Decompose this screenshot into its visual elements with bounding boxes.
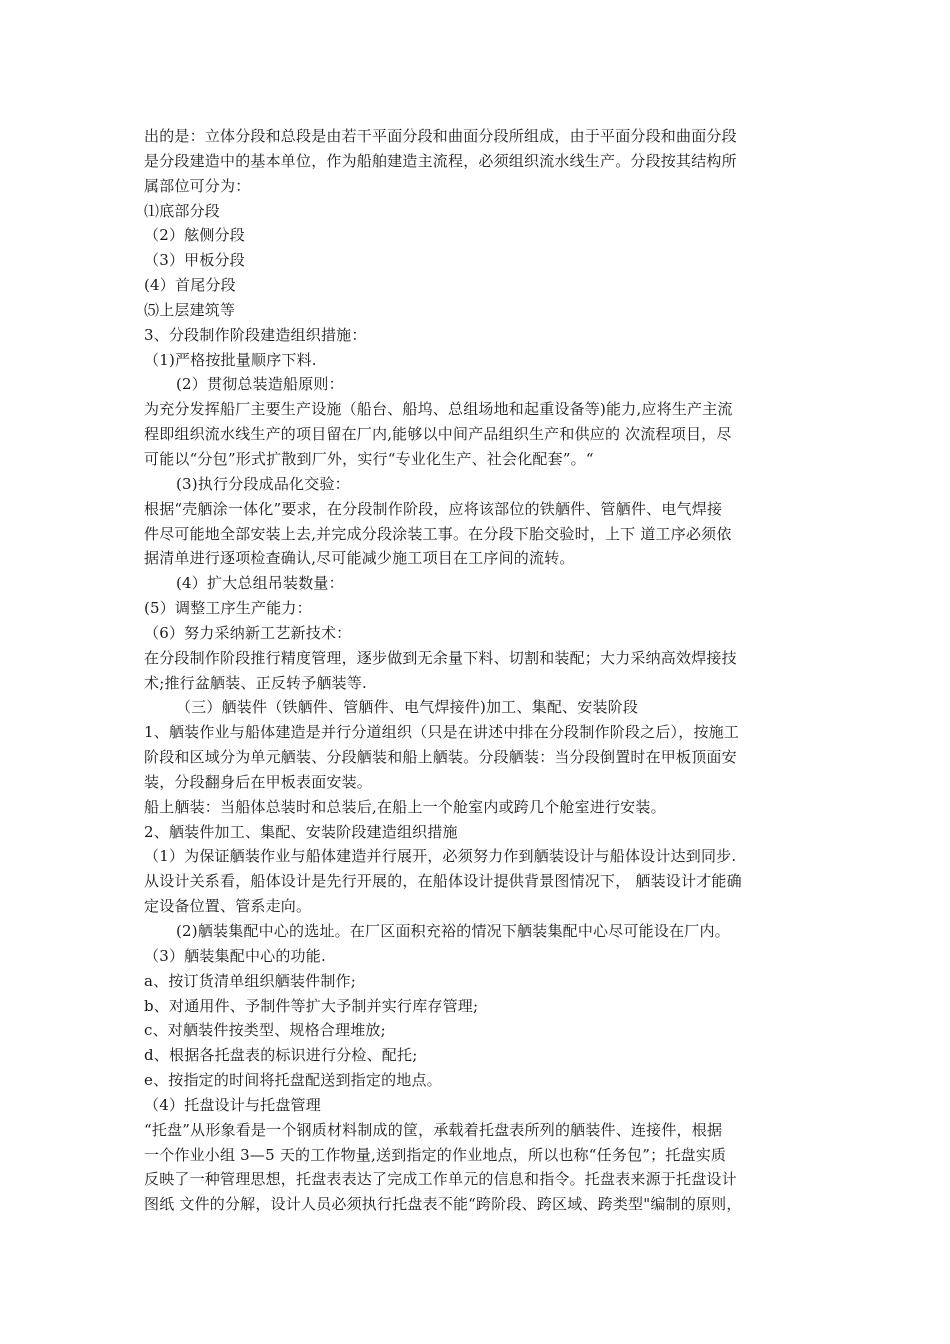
list-item: d、根据各托盘表的标识进行分检、配托;	[144, 1046, 418, 1065]
section-heading: 2、舾装件加工、集配、安装阶段建造组织措施	[144, 822, 458, 841]
list-item: c、对舾装件按类型、规格合理堆放;	[144, 1021, 386, 1040]
section-heading: （三）舾装件（铁舾件、管舾件、电气焊接件)加工、集配、安装阶段	[176, 698, 639, 717]
list-item: （2）舷侧分段	[144, 226, 245, 245]
text-line: “托盘”从形象看是一个钢质材料制成的筐，承载着托盘表所列的舾装件、连接件，根据	[144, 1120, 723, 1139]
list-item: a、按订货清单组织舾装件制作;	[144, 971, 356, 990]
text-line: 术;推行盆舾装、正反转予舾装等.	[144, 673, 368, 692]
section-heading: 3、分段制作阶段建造组织措施：	[144, 325, 367, 344]
text-line: 件尽可能地全部安装上去,并完成分段涂装工事。在分段下胎交验时，上下 道工序必须依	[144, 524, 732, 543]
list-item: (4）扩大总组吊装数量：	[176, 574, 344, 593]
list-item: e、按指定的时间将托盘配送到指定的地点。	[144, 1071, 442, 1090]
text-line: 1、舾装作业与船体建造是并行分道组织（只是在讲述中排在分段制作阶段之后），按施工	[144, 723, 740, 742]
list-item: (4）首尾分段	[144, 276, 236, 295]
document-body	[144, 124, 816, 1217]
text-line: 阶段和区域分为单元舾装、分段舾装和船上舾装。分段舾装：当分段倒置时在甲板顶面安	[144, 748, 737, 767]
text-line: 出的是：立体分段和总段是由若干平面分段和曲面分段所组成，由于平面分段和曲面分段	[144, 127, 737, 145]
list-item: (2）贯彻总装造船原则：	[176, 375, 344, 394]
text-line: 定设备位置、管系走向。	[144, 897, 312, 916]
text-line: 程即组织流水线生产的项目留在厂内,能够以中间产品组织生产和供应的 次流程项目，尽	[144, 425, 732, 444]
list-item: （1）为保证舾装作业与船体建造并行展开，必须努力作到舾装设计与船体设计达到同步.	[144, 847, 737, 866]
list-item: b、对通用件、予制件等扩大予制并实行库存管理;	[144, 996, 479, 1015]
list-item: （1)严格按批量顺序下料.	[144, 350, 317, 369]
text-line: 可能以“分包”形式扩散到厂外，实行“专业化生产、社会化配套”。“	[144, 449, 594, 468]
list-item: ⑴底部分段	[144, 201, 221, 220]
list-item: (3)执行分段成品化交验：	[176, 474, 350, 493]
text-line: 图纸 文件的分解，设计人员必须执行托盘表不能“跨阶段、跨区域、跨类型"编制的原则，	[144, 1195, 742, 1214]
list-item: （3）甲板分段	[144, 251, 245, 270]
list-item: （4）托盘设计与托盘管理	[144, 1095, 321, 1114]
list-item: （6）努力采纳新工艺新技术：	[144, 623, 352, 642]
text-line: 装，分段翻身后在甲板表面安装。	[144, 772, 373, 791]
text-line: 船上舾装：当船体总装时和总装后,在船上一个舱室内或跨几个舱室进行安装。	[144, 797, 666, 816]
list-item: ⑸上层建筑等	[144, 300, 236, 319]
list-item: (5）调整工序生产能力：	[144, 599, 312, 618]
text-line: 据清单进行逐项检查确认,尽可能减少施工项目在工序间的流转。	[144, 549, 575, 568]
text-line: 在分段制作阶段推行精度管理，逐步做到无余量下料、切割和装配；大力采纳高效焊接技	[144, 648, 737, 667]
list-item: （3）舾装集配中心的功能.	[144, 946, 326, 965]
text-line: 反映了一种管理思想，托盘表表达了完成工作单元的信息和指令。托盘表来源于托盘设计	[144, 1170, 737, 1189]
text-line: 根据“壳舾涂一体化”要求，在分段制作阶段，应将该部位的铁舾件、管舾件、电气焊接	[144, 499, 723, 518]
text-line: 为充分发挥船厂主要生产设施（船台、船坞、总组场地和起重设备等)能力,应将生产主流	[144, 400, 733, 419]
text-line: 属部位可分为：	[144, 176, 251, 195]
list-item: (2)舾装集配中心的选址。在厂区面积充裕的情况下舾装集配中心尽可能设在厂内。	[176, 922, 730, 940]
text-line: 一个作业小组 3—5 天的工作物量,送到指定的作业地点，所以也称“任务包”；托盘实质	[144, 1145, 727, 1164]
text-line: 是分段建造中的基本单位，作为船舶建造主流程，必须组织流水线生产。分段按其结构所	[144, 151, 737, 170]
text-line: 从设计关系看，船体设计是先行开展的，在船体设计提供背景图情况下， 舾装设计才能确	[144, 872, 742, 891]
